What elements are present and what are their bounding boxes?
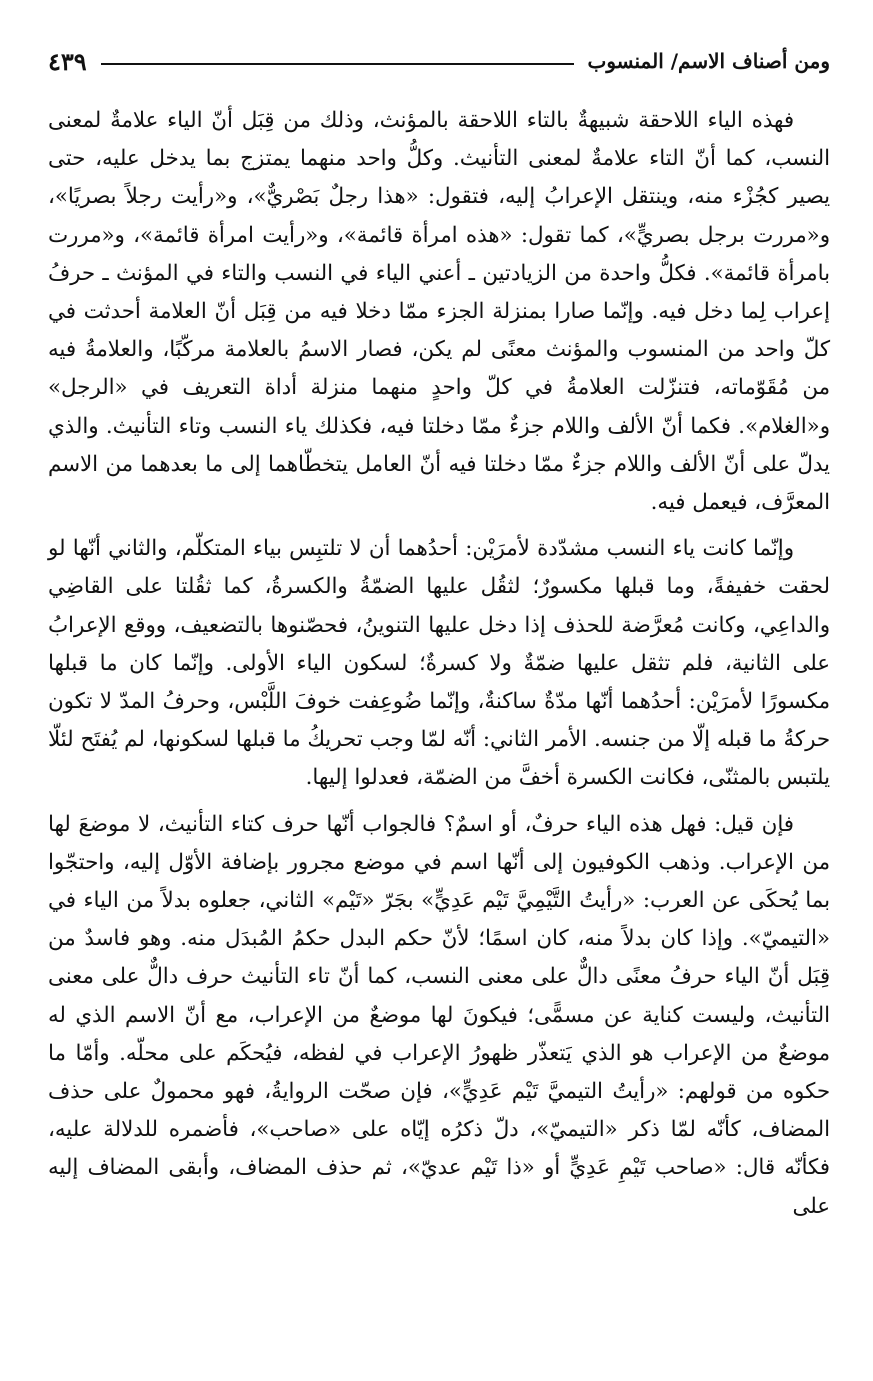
- paragraph: فهذه الياء اللاحقة شبيهةٌ بالتاء اللاحقة بالمؤنث، وذلك من قِبَل أنّ الياء علامةٌ لمعنى النسب، كما أنّ التاء علامةٌ لمعنى التأنيث. وكلُّ واحد منهما يمتزج بما يدخل عليه، حتى يصير كجُزْء منه، وينتقل الإعرابُ إليه، فتقول: «هذا رجلٌ بَصْريٌّ»، و«رأيت رجلاً بصريًا»، و«مررت برجل بصريٍّ»، كما تقول: «هذه امرأة قائمة»، و«رأيت امرأة قائمة»، و«مررت بامرأة قائمة». فكلُّ واحدة من الزيادتين ـ أعني الياء في النسب والتاء في المؤنث ـ حرفُ إعراب لِما دخل فيه. وإنّما صارا بمنزلة الجزء ممّا دخلا فيه من قِبَل أنّ العلامة أحدثت في كلّ واحد من المنسوب والمؤنث معنًى لم يكن، فصار الاسمُ بالعلامة مركّبًا، والعلامةُ فيه من مُقَوّماته، فتنزّلت العلامةُ في كلّ واحدٍ منهما منزلة أداة التعريف في «الرجل» و«الغلام». فكما أنّ الألف واللام جزءٌ ممّا دخلتا فيه، فكذلك ياء النسب وتاء التأنيث. والذي يدلّ على أنّ الألف واللام جزءٌ ممّا دخلتا فيه أنّ العامل يتخطّاهما إلى ما بعدهما من الاسم المعرَّف، فيعمل فيه.: [48, 108, 830, 516]
- page-header: [48, 40, 830, 82]
- header-rule: [101, 63, 574, 65]
- running-title: ومن أصناف الاسم/ المنسوب: [587, 49, 830, 73]
- paragraph: فإن قيل: فهل هذه الياء حرفٌ، أو اسمٌ؟ فالجواب أنّها حرف كتاء التأنيث، لا موضعَ لها من الإعراب. وذهب الكوفيون إلى أنّها اسم في موضع مجرور بإضافة الأوّل إليه، واحتجّوا بما يُحكَى عن العرب: «رأيتُ التَّيْمِيَّ تَيْم عَدِيٍّ» بجَرّ «تَيْم» الثاني، جعلوه بدلاً من الياء في «التيميّ». وإذا كان بدلاً منه، كان اسمًا؛ لأنّ حكم البدل حكمُ المُبدَل منه. وهو فاسدٌ من قِبَل أنّ الياء حرفُ معنًى دالٌّ على معنى النسب، كما أنّ تاء التأنيث حرف دالٌّ على معنى التأنيث، وليست كناية عن مسمًّى؛ فيكونَ لها موضعٌ من الإعراب، مع أنّ الاسم الذي له موضعٌ من الإعراب هو الذي يَتعذّر ظهورُ الإعراب في لفظه، فيُحكَم على محلّه. وأمّا ما حكوه من قولهم: «رأيتُ التيميَّ تَيْم عَدِيٍّ»، فإن صحّت الروايةُ، فهو محمولٌ على حذف المضاف، كأنّه لمّا ذكر «التيميّ»، دلّ ذكرُه إيّاه على «صاحب»، فأضمره للدلالة عليه، فكأنّه قال: «صاحب تَيْمِ عَدِيٍّ أو «ذا تَيْم عديّ»، ثم حذف المضاف، وأبقى المضاف إليه على: [48, 811, 830, 1219]
- body-text: [48, 102, 830, 1226]
- paragraph: وإنّما كانت ياء النسب مشدّدة لأمرَيْن: أحدُهما أن لا تلتبِس بياء المتكلّم، والثاني أنّها لو لحقت خفيفةً، وما قبلها مكسورٌ؛ لثقُل عليها الضمّةُ والكسرةُ، كما ثقُلتا على القاضِي والداعِي، وكانت مُعرَّضة للحذف إذا دخل عليها التنوينُ، فحصّنوها بالتضعيف، ووقع الإعرابُ على الثانية، فلم تثقل عليها ضمّةٌ ولا كسرةٌ؛ لسكون الياء الأولى. وإنّما كان ما قبلها مكسورًا لأمرَيْن: أحدُهما أنّها مدّةٌ ساكنةٌ، وإنّما ضُوعِفت خوفَ اللَّبْس، وحرفُ المدّ لا تكون حركةُ ما قبله إلّا من جنسه. الأمر الثاني: أنّه لمّا وجب تحريكُ ما قبلها لسكونها، لم يُفتَح لئلّا يلتبس بالمثنّى، فكانت الكسرة أخفَّ من الضمّة، فعدلوا إليها.: [48, 536, 830, 791]
- book-page: [48, 40, 830, 1360]
- page-number: ٤٣٩: [48, 46, 87, 76]
